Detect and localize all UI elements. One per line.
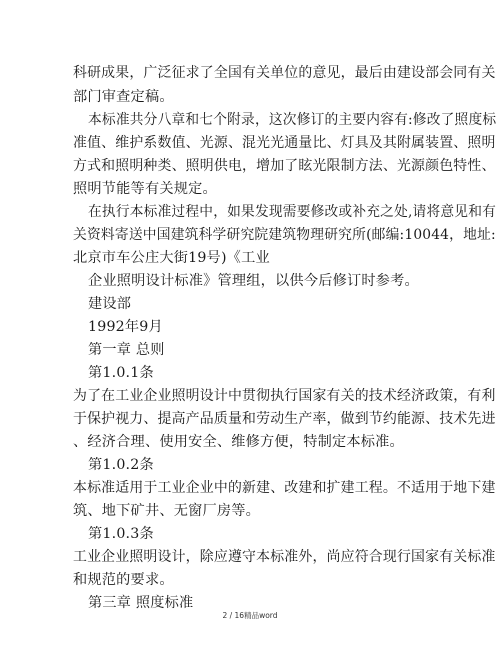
- text-line: 于保护视力、提高产品质量和劳动生产率，做到节约能源、技术先进: [73, 411, 496, 427]
- text-line: 和规范的要求。: [73, 572, 174, 588]
- signature-date: 1992年9月: [88, 319, 163, 335]
- text-line: 筑、地下矿井、无窗厂房等。: [73, 503, 261, 519]
- article-number: 第1.0.2条: [88, 457, 154, 473]
- text-line: 、经济合理、使用安全、维修方便，特制定本标准。: [73, 434, 404, 450]
- signature-org: 建设部: [88, 296, 132, 312]
- article-number: 第1.0.3条: [88, 526, 154, 542]
- text-line: 北京市车公庄大街19号)《工业: [73, 250, 270, 266]
- text-line: 关资料寄送中国建筑科学研究院建筑物理研究所(邮编:10044，地址:: [73, 227, 496, 243]
- chapter-heading: 第一章 总则: [88, 342, 165, 358]
- text-line: 在执行本标准过程中，如果发现需要修改或补充之处,请将意见和有: [88, 204, 497, 220]
- text-line: 本标准共分八章和七个附录，这次修订的主要内容有:修改了照度标: [88, 112, 497, 128]
- text-line: 本标准适用于工业企业中的新建、改建和扩建工程。不适用于地下建: [73, 480, 496, 496]
- chapter-heading: 第三章 照度标准: [88, 595, 194, 611]
- text-line: 方式和照明种类、照明供电，增加了眩光限制方法、光源颜色特性、: [73, 158, 496, 174]
- article-number: 第1.0.1条: [88, 365, 154, 381]
- text-line: 准值、维护系数值、光源、混光光通量比、灯具及其附属装置、照明: [73, 135, 496, 151]
- text-line: 工业企业照明设计，除应遵守本标准外，尚应符合现行国家有关标准: [73, 549, 496, 565]
- text-line: 为了在工业企业照明设计中贯彻执行国家有关的技术经济政策，有利: [73, 388, 496, 404]
- text-line: 科研成果，广泛征求了全国有关单位的意见，最后由建设部会同有关: [73, 65, 496, 81]
- text-line: 企业照明设计标准》管理组，以供今后修订时参考。: [88, 273, 419, 289]
- page-footer: 2 / 16精品word: [222, 611, 278, 620]
- text-line: 部门审查定稿。: [73, 89, 174, 105]
- text-line: 照明节能等有关规定。: [73, 181, 217, 197]
